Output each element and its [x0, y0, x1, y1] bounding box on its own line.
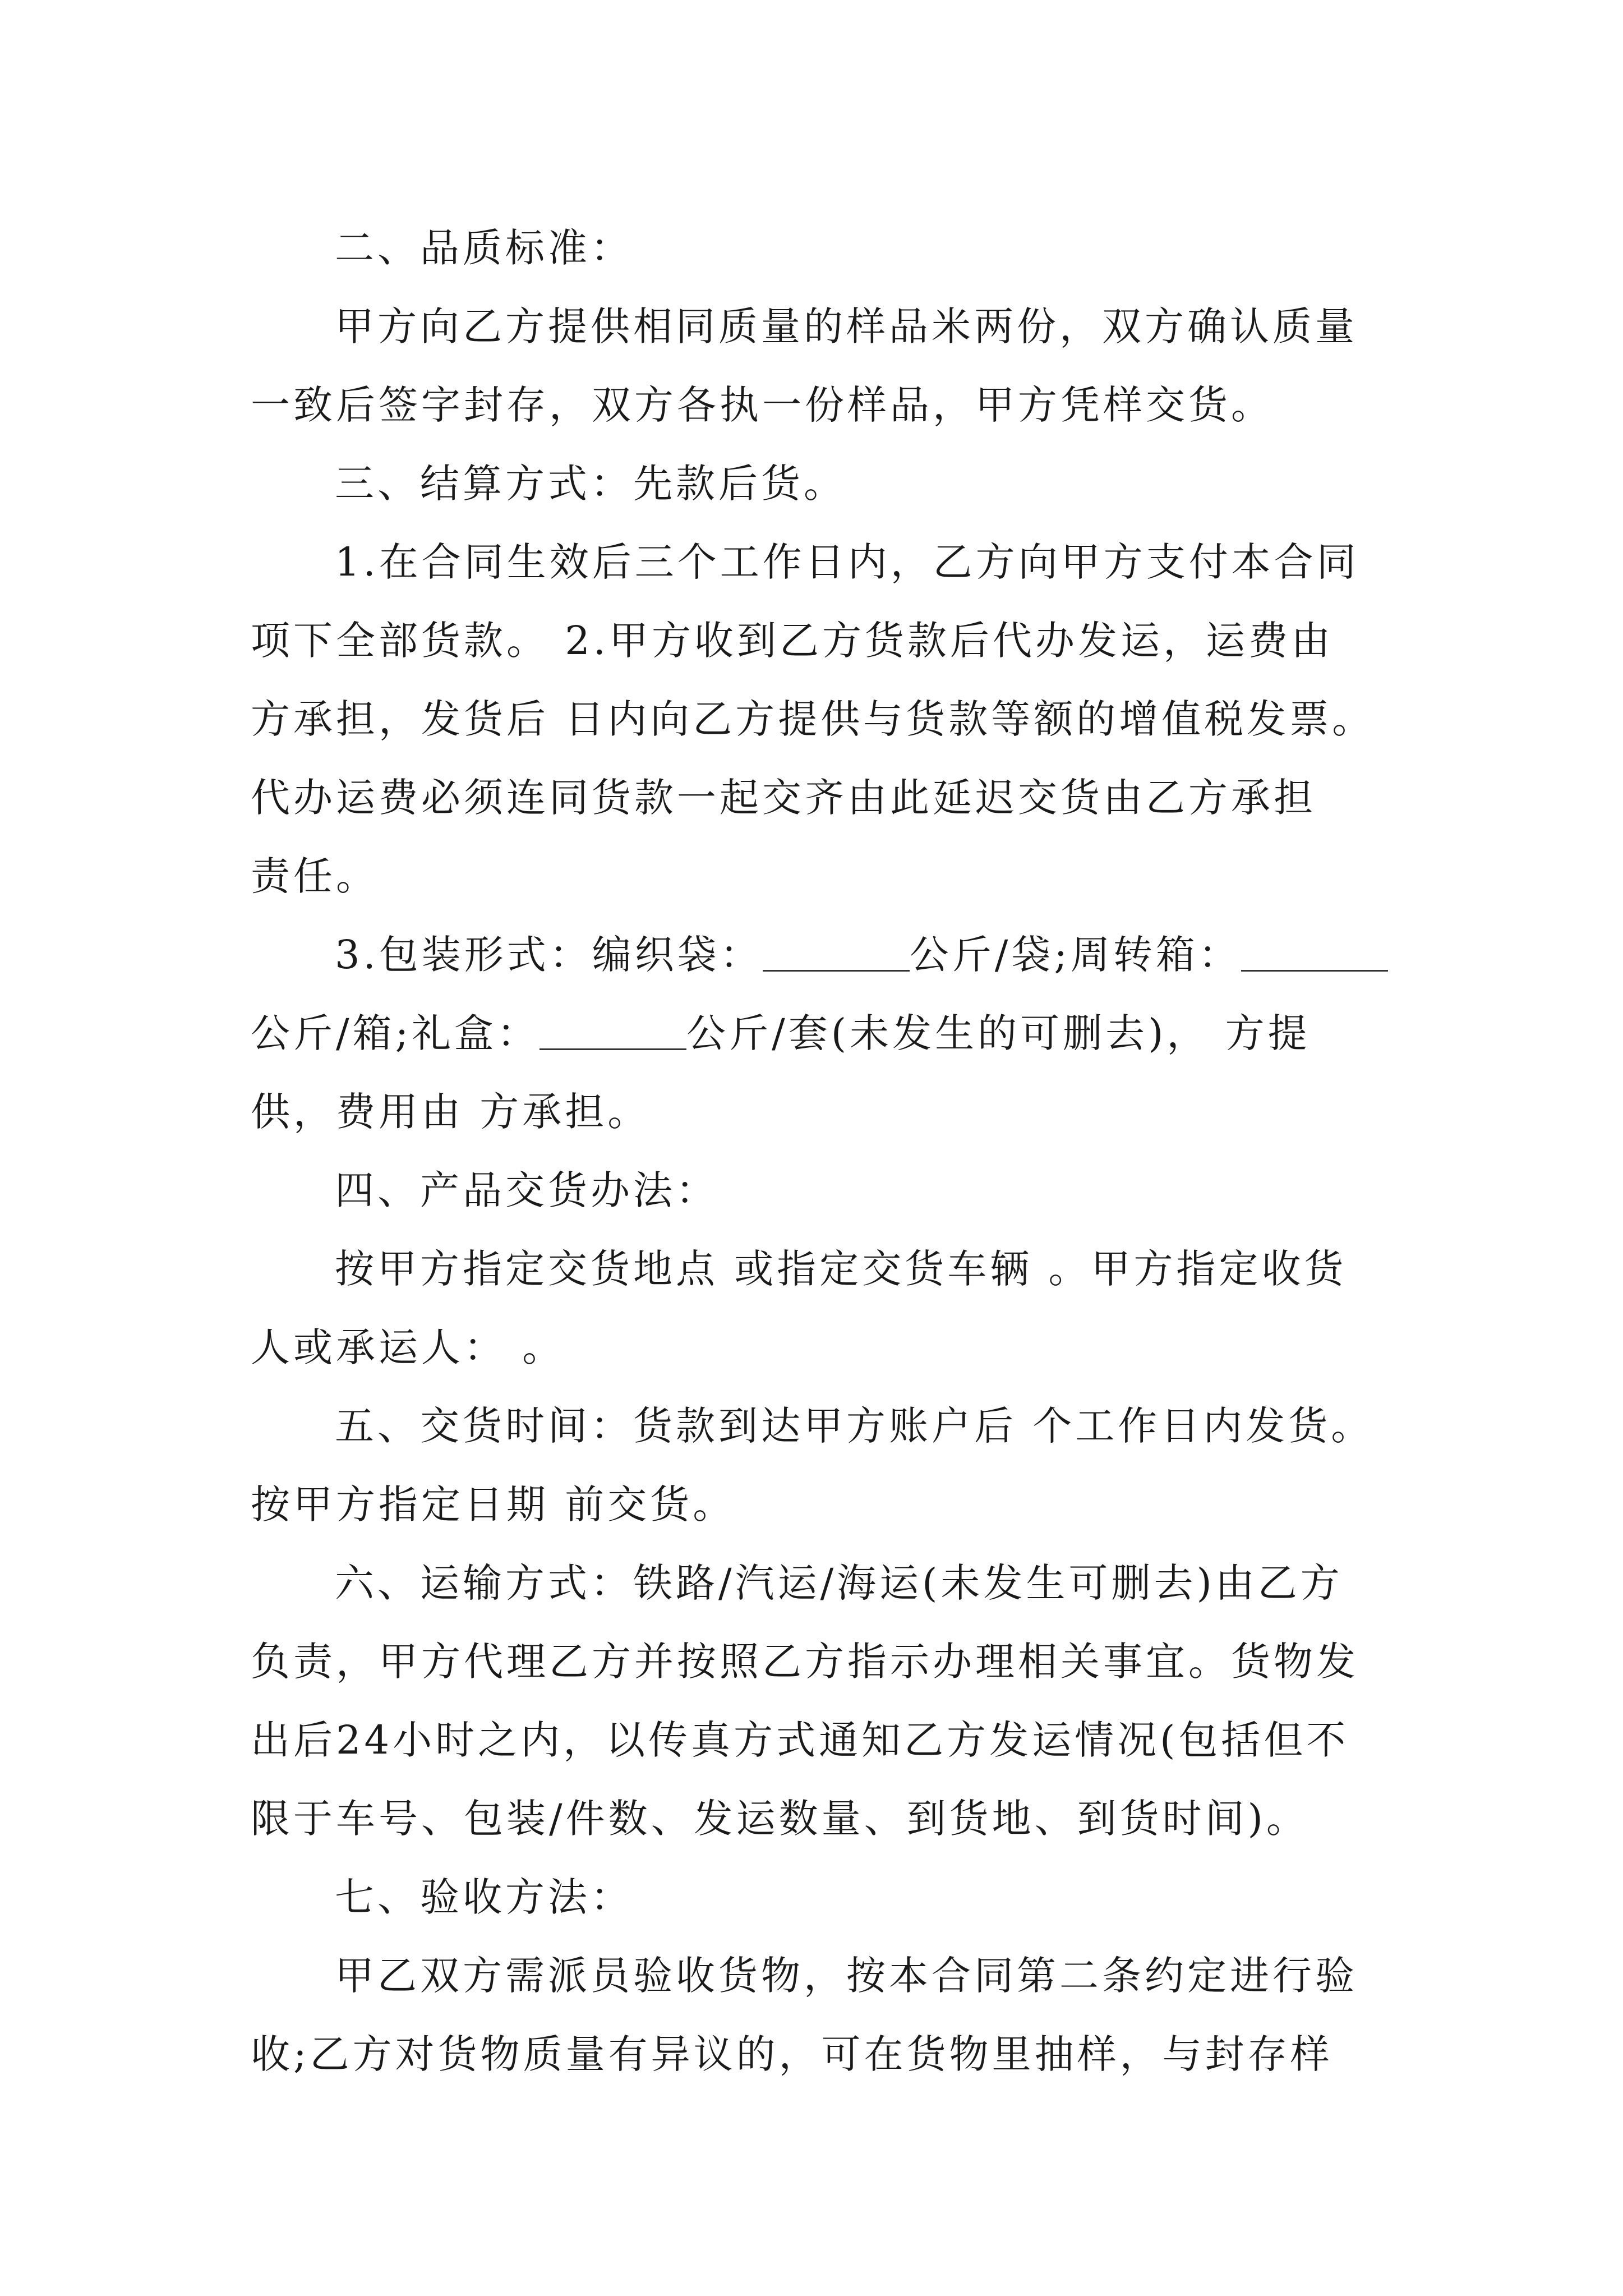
paragraph-line: 项下全部货款。 2.甲方收到乙方货款后代办发运，运费由 — [251, 618, 1334, 664]
paragraph-line: 方承担，发货后 日内向乙方提供与货款等额的增值税发票。 — [251, 696, 1375, 742]
document-body — [251, 209, 1378, 2093]
section-heading-transport: 六、运输方式：铁路/汽运/海运(未发生可删去)由乙方 — [335, 1560, 1343, 1606]
section-heading-settlement: 三、结算方式：先款后货。 — [335, 461, 846, 507]
fill-blank — [540, 1009, 686, 1050]
section-heading-delivery-time: 五、交货时间：货款到达甲方账户后 个工作日内发货。 — [335, 1403, 1374, 1449]
packaging-text: 公斤/套(未发生的可删去)， 方提 — [686, 1010, 1311, 1056]
section-heading-quality: 二、品质标准： — [335, 225, 633, 271]
paragraph-line: 一致后签字封存，双方各执一份样品，甲方凭样交货。 — [251, 382, 1274, 428]
paragraph-line: 按甲方指定日期 前交货。 — [251, 1481, 736, 1527]
packaging-line-1 — [251, 915, 1378, 994]
paragraph-line: 收;乙方对货物质量有异议的，可在货物里抽样，与封存样 — [251, 2031, 1333, 2077]
packaging-text: 公斤/袋;周转箱： — [909, 932, 1241, 978]
paragraph-line: 1.在合同生效后三个工作日内，乙方向甲方支付本合同 — [335, 539, 1359, 585]
packaging-text: 3.包装形式：编织袋： — [335, 932, 763, 978]
paragraph-line: 责任。 — [251, 853, 379, 899]
fill-blank — [763, 931, 910, 972]
paragraph-line: 代办运费必须连同货款一起交齐由此延迟交货由乙方承担 — [251, 775, 1316, 821]
paragraph-line: 按甲方指定交货地点 或指定交货车辆 。甲方指定收货 — [335, 1246, 1347, 1292]
packaging-text: 公斤/箱;礼盒： — [251, 1010, 540, 1056]
paragraph-line: 甲乙双方需派员验收货物，按本合同第二条约定进行验 — [335, 1953, 1358, 1999]
paragraph-line: 出后24小时之内，以传真方式通知乙方发运情况(包括但不 — [251, 1717, 1349, 1763]
packaging-line-2 — [251, 994, 1378, 1073]
paragraph-line: 甲方向乙方提供相同质量的样品米两份，双方确认质量 — [335, 303, 1358, 349]
paragraph-line: 人或承运人： 。 — [251, 1324, 565, 1370]
paragraph-line: 负责，甲方代理乙方并按照乙方指示办理相关事宜。货物发 — [251, 1639, 1359, 1685]
section-heading-delivery-method: 四、产品交货办法： — [335, 1167, 718, 1213]
section-heading-inspection: 七、验收方法： — [335, 1874, 633, 1920]
fill-blank — [1241, 931, 1388, 972]
paragraph-line: 限于车号、包装/件数、发运数量、到货地、到货时间)。 — [251, 1796, 1309, 1842]
paragraph-line: 供，费用由 方承担。 — [251, 1089, 651, 1135]
